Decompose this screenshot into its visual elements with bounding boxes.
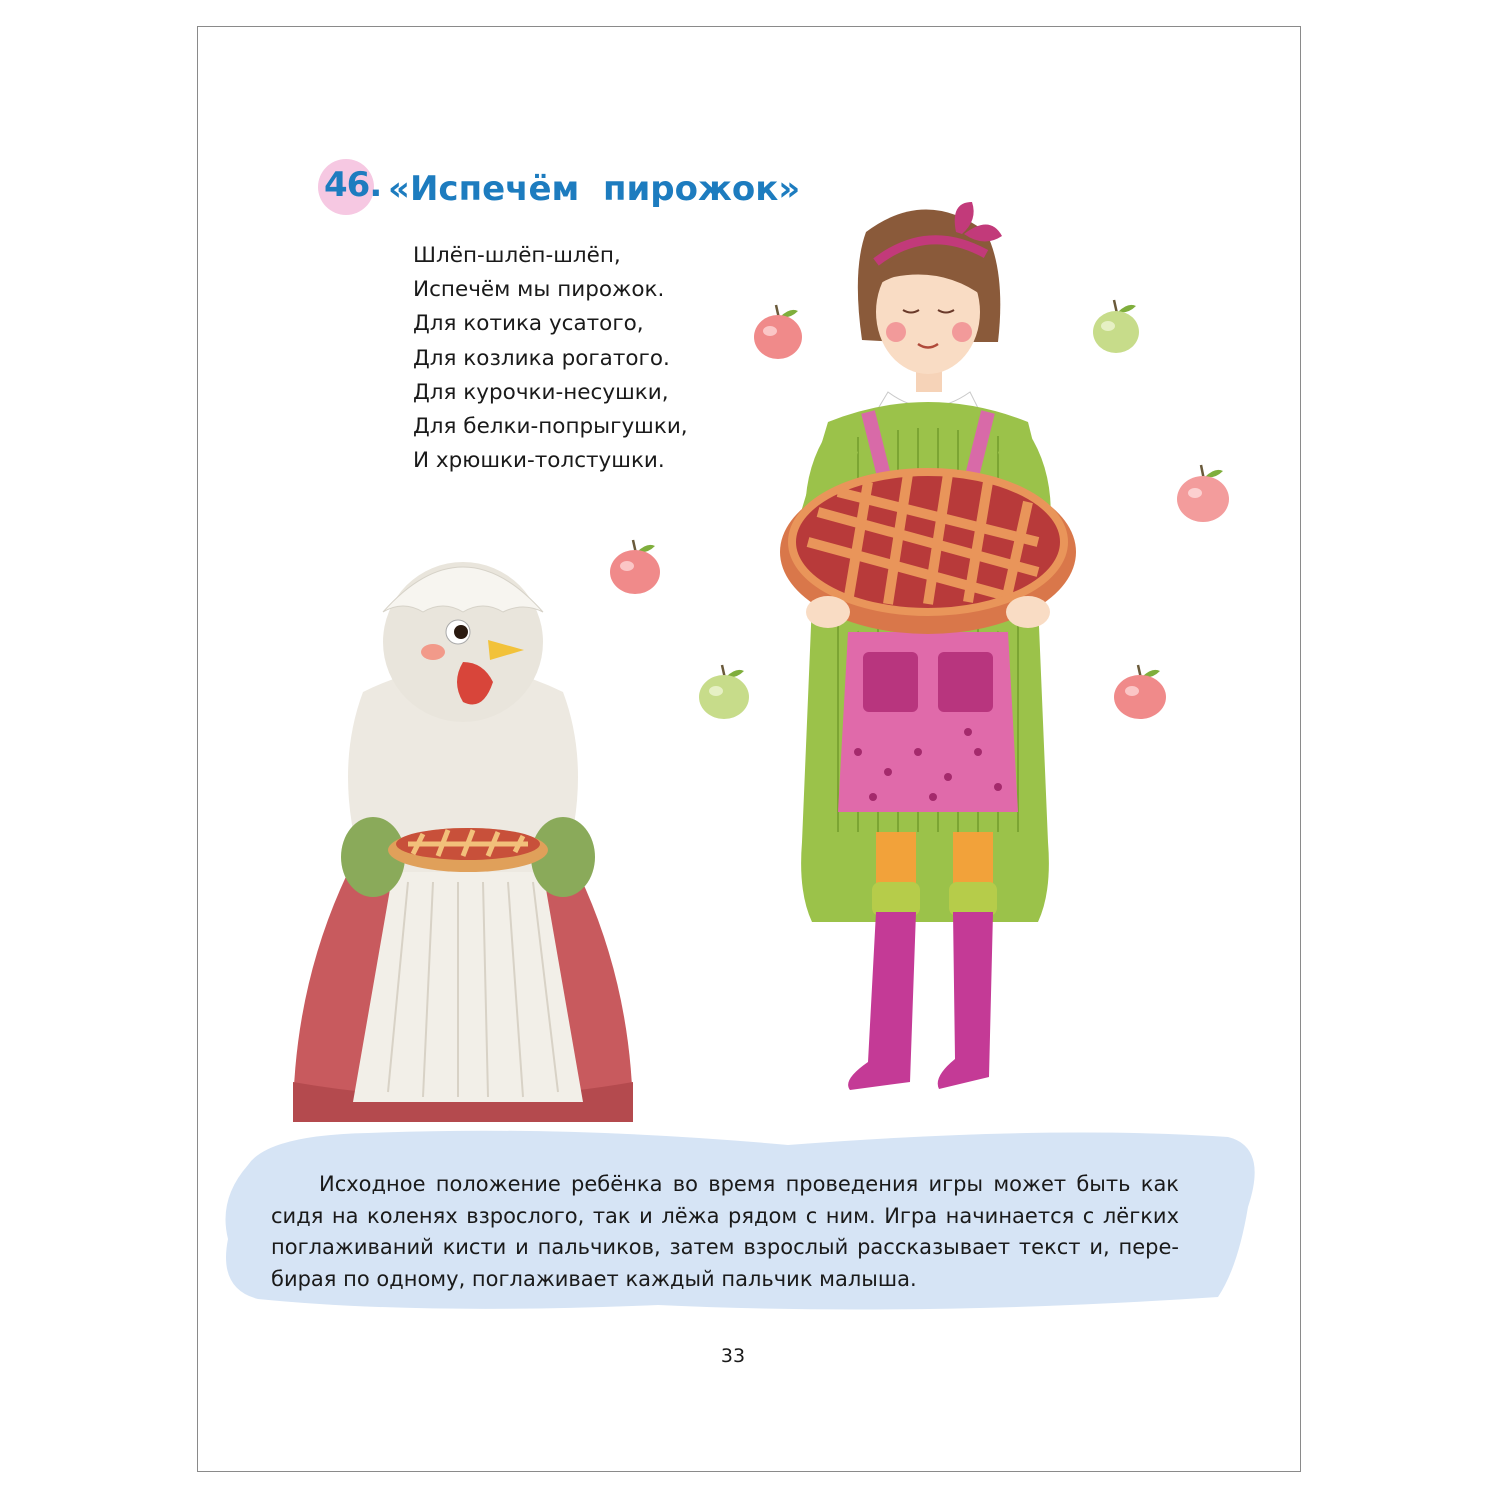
poem-line: Для котика усатого,: [413, 311, 644, 337]
woman-with-pie-illustration: [758, 192, 1098, 1122]
poem-line: И хрюшки-толстушки.: [413, 448, 665, 474]
apple-icon: [1114, 665, 1166, 719]
book-page: [197, 26, 1301, 1472]
section-title: «Испечём пирожок»: [388, 169, 801, 209]
apple-icon: [1177, 465, 1229, 522]
poem-line: Для курочки-несушки,: [413, 379, 669, 405]
apple-icon: [1093, 300, 1139, 353]
poem-line: Шлёп-шлёп-шлёп,: [413, 243, 621, 268]
apple-icon: [699, 665, 749, 719]
hen-with-pie-illustration: [283, 552, 653, 1142]
poem-line: Испечём мы пирожок.: [413, 277, 665, 303]
section-number: 46.: [324, 165, 382, 205]
poem-line: Для козлика рогатого.: [413, 345, 670, 371]
instruction-note: Исходное положение ребёнка во время проведения игры может быть как сидя на коленях взрослого, так и лёжа рядом с ним. Игра начинается с лёгких поглаживаний кисти и пальчиков, затем взрослый рассказывает текст и, перебирая по одному, поглаживает каждый пальчик малыша.: [271, 1172, 1179, 1291]
poem-line: Для белки-попрыгушки,: [413, 414, 688, 440]
page-number: 33: [720, 1345, 746, 1367]
